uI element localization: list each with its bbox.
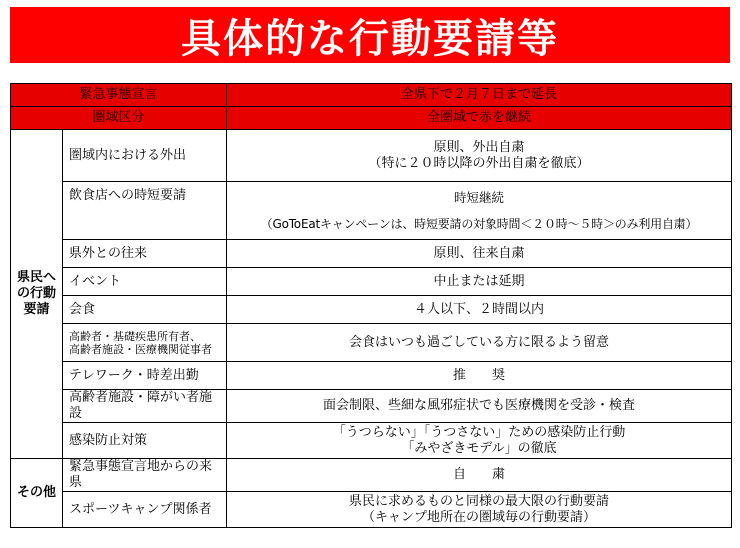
row-item: 県外との往来 [63, 240, 227, 268]
row-item: 緊急事態宣言地からの来県 [63, 459, 227, 492]
row-value: 会食はいつも過ごしている方に限るよう留意 [227, 324, 732, 362]
table-row [11, 182, 732, 240]
table-row [11, 130, 732, 182]
row-value: 時短継続 （GoToEatキャンペーンは、時短要請の対象時間＜２０時～５時＞のみ利用自粛） [227, 182, 732, 240]
row-item: テレワーク・時差出勤 [63, 362, 227, 390]
row-value: ４人以下、２時間以内 [227, 296, 732, 324]
row-item: 高齢者・基礎疾患所有者、 高齢者施設・医療機関従事者 [63, 324, 227, 362]
table-row [11, 268, 732, 296]
request-table [10, 83, 732, 528]
header-label-emergency: 緊急事態宣言 [11, 84, 227, 107]
table-row [11, 324, 732, 362]
table-row [11, 240, 732, 268]
header-row-emergency [11, 84, 732, 107]
row-item: 会食 [63, 296, 227, 324]
row-value: 自 粛 [227, 459, 732, 492]
header-value-emergency: 全県下で２月７日まで延長 [227, 84, 732, 107]
row-value: 「うつらない」「うつさない」ための感染防止行動 「みやざきモデル」の徹底 [227, 423, 732, 459]
header-value-zone: 全圏域で赤を継続 [227, 107, 732, 130]
table-row [11, 362, 732, 390]
row-item: イベント [63, 268, 227, 296]
row-value: 面会制限、些細な風邪症状でも医療機関を受診・検査 [227, 390, 732, 423]
table-row [11, 492, 732, 528]
row-value: 推 奨 [227, 362, 732, 390]
table-row [11, 459, 732, 492]
row-item: 感染防止対策 [63, 423, 227, 459]
row-item: 高齢者施設・障がい者施設 [63, 390, 227, 423]
row-item: スポーツキャンプ関係者 [63, 492, 227, 528]
row-value: 原則、外出自粛 （特に２０時以降の外出自粛を徹底） [227, 130, 732, 182]
group-label-other: その他 [11, 459, 63, 528]
row-value: 県民に求めるものと同様の最大限の行動要請 （キャンプ地所在の圏域毎の行動要請） [227, 492, 732, 528]
group-label-residents: 県民への行動要請 [11, 130, 63, 459]
table-row [11, 296, 732, 324]
page-title: 具体的な行動要請等 [181, 15, 559, 62]
row-item: 圏域内における外出 [63, 130, 227, 182]
row-value: 原則、往来自粛 [227, 240, 732, 268]
row-item: 飲食店への時短要請 [63, 182, 227, 240]
table-row [11, 390, 732, 423]
title-banner [10, 7, 730, 63]
table-row [11, 423, 732, 459]
header-row-zone [11, 107, 732, 130]
header-label-zone: 圏域区分 [11, 107, 227, 130]
row-value: 中止または延期 [227, 268, 732, 296]
